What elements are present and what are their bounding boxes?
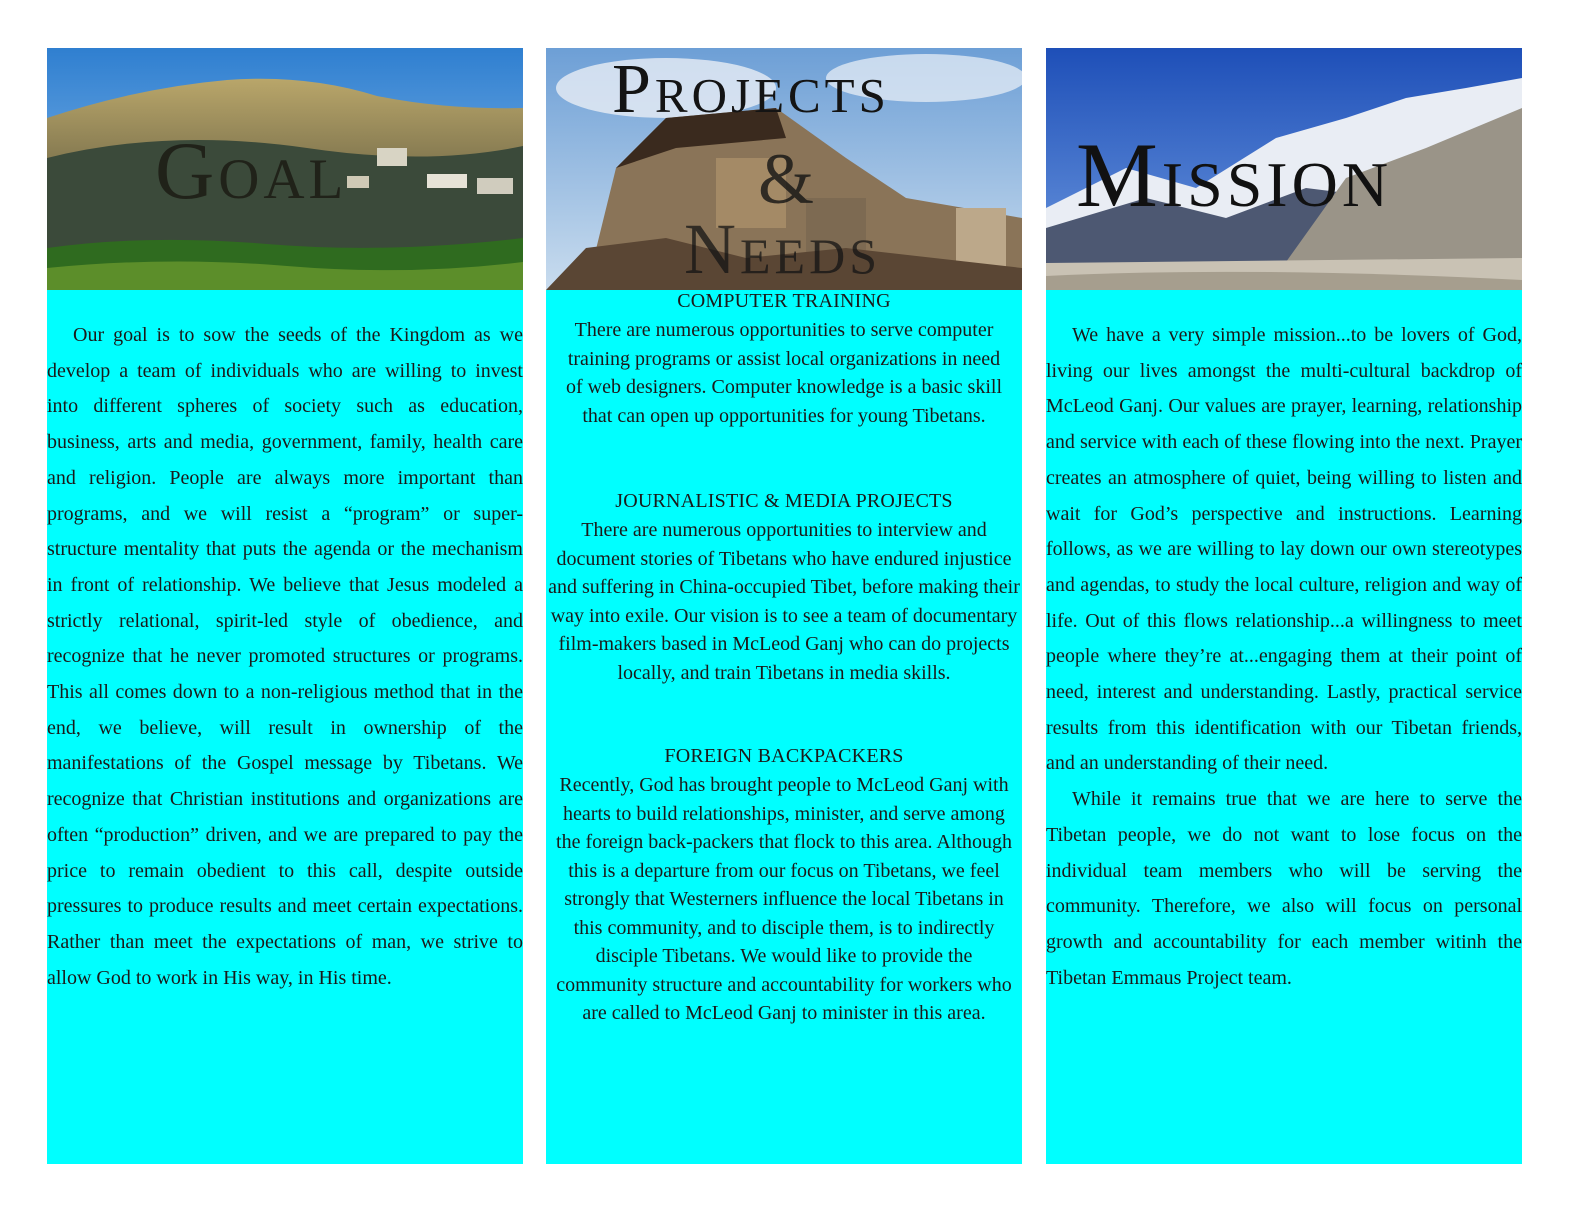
projects-title-line3: Needs bbox=[684, 209, 881, 289]
section-text: There are numerous opportunities to serve computer training programs or assist local organizations in need of web designers. Computer knowledge is a basic skill that can open up opportunities for young Tibetans. bbox=[565, 319, 1003, 427]
projects-panel bbox=[546, 48, 1022, 1164]
section-heading: JOURNALISTIC & MEDIA PROJECTS bbox=[615, 490, 953, 512]
mission-panel bbox=[1046, 48, 1522, 1164]
projects-body bbox=[546, 290, 1022, 1164]
mission-paragraph: While it remains true that we are here to serve the Tibetan people, we do not want to lose focus on the individual team members who will be serving the community. Therefore, we also will focus on personal growth and accountability for each member witinh the Tibetan Emmaus Project team. bbox=[1046, 788, 1522, 989]
section-foreign-backpackers bbox=[546, 687, 1022, 1028]
goal-body bbox=[47, 290, 523, 1164]
section-heading: COMPUTER TRAINING bbox=[677, 290, 891, 312]
mission-title: Mission bbox=[1076, 124, 1393, 226]
goal-header-image bbox=[47, 48, 523, 290]
section-text: There are numerous opportunities to interview and document stories of Tibetans who have endured injustice and suffering in China-occupied Tibet, before making their way into exile. Our vision is to see a team of documentary film-makers based in McLeod Ganj who can do projects locally, and train Tibetans in media skills. bbox=[548, 519, 1020, 684]
goal-paragraph: Our goal is to sow the seeds of the Kingdom as we develop a team of individuals who are willing to invest into different spheres of society such as education, business, arts and media, government, family, health care and religion. People are always more important than programs, and we will resist a “program” or super-structure mentality that puts the agenda or the mechanism in front of relationship. We believe that Jesus modeled a strictly relational, spirit-led style of obedience, and recognize that he never promoted structures or programs. This all comes down to a non-religious method that in the end, we believe, will result in ownership of the manifestations of the Gospel message by Tibetans. We recognize that Christian institutions and organizations are often “production” driven, and we are prepared to pay the price to remain obedient to this call, despite outside pressures to produce results and meet certain expectations. Rather than meet the expectations of man, we strive to allow God to work in His way, in His time. bbox=[47, 324, 523, 989]
section-heading: FOREIGN BACKPACKERS bbox=[664, 745, 904, 767]
section-text: Recently, God has brought people to McLeod Ganj with hearts to build relationships, minister, and serve among the foreign back-packers that flock to this area. Although this is a departure from our focus on Tibetans, we feel strongly that Westerners influence the local Tibetans in this community, and to disciple them, is to indirectly disciple Tibetans. We would like to provide the community structure and accountability for workers who are called to McLeod Ganj to minister in this area. bbox=[556, 774, 1012, 1024]
goal-panel bbox=[47, 48, 523, 1164]
projects-title-line1: Projects bbox=[612, 51, 890, 128]
mission-paragraph: We have a very simple mission...to be lovers of God, living our lives amongst the multi-cultural backdrop of McLeod Ganj. Our values are prayer, learning, relationship and service with each of these flowing into the next. Prayer creates an atmosphere of quiet, being willing to listen and wait for God’s perspective and instructions. Learning follows, as we are willing to lay down our own stereotypes and agendas, to study the local culture, religion and way of life. Out of this flows relationship...a willingness to meet people where they’re at...engaging them at their point of need, interest and understanding. Lastly, practical service results from this identification with our Tibetan friends, and an understanding of their need. bbox=[1046, 324, 1522, 775]
section-journalistic-media bbox=[546, 430, 1022, 687]
projects-header-image bbox=[546, 48, 1022, 290]
projects-title-line2: & bbox=[758, 139, 819, 219]
section-computer-training bbox=[546, 290, 1022, 430]
mission-header-image bbox=[1046, 48, 1522, 290]
mission-body bbox=[1046, 290, 1522, 1164]
goal-title: Goal bbox=[155, 125, 348, 216]
